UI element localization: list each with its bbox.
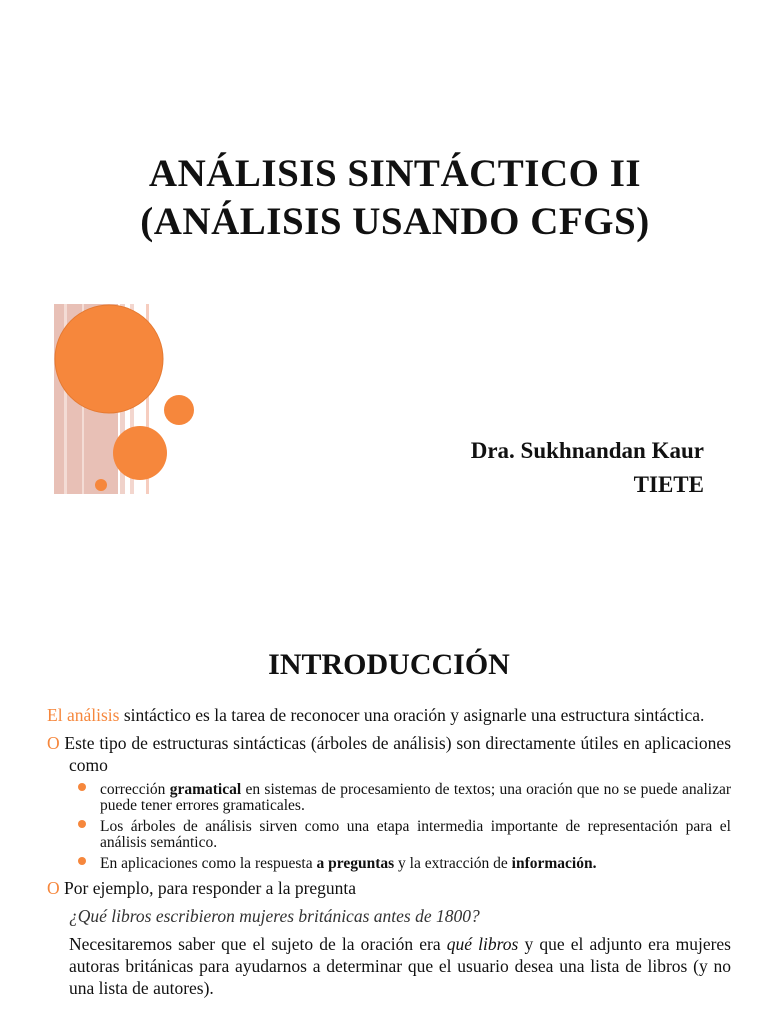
paragraph-marker: El (47, 705, 63, 725)
example-question: ¿Qué libros escribieron mujeres británicas antes de 1800? (69, 906, 480, 926)
paragraph-text: Por ejemplo, para responder a la pregunta (64, 878, 357, 898)
title-line-2: (ANÁLISIS USANDO CFGS) (140, 200, 650, 243)
highlighted-term: análisis (66, 705, 120, 725)
paragraph-text: Necesitaremos saber que el sujeto de la oración era (69, 934, 447, 954)
bullet-bold: gramatical (169, 781, 242, 798)
paragraph-marker: O (47, 733, 60, 753)
medium-circle (113, 426, 167, 480)
author-name: Dra. Sukhnandan Kaur (470, 438, 704, 463)
large-circle (55, 305, 163, 413)
paragraph-applications (47, 732, 731, 776)
small-circle (164, 395, 194, 425)
bullet-bold: a preguntas (316, 855, 395, 872)
bullet-dot-icon (78, 857, 86, 865)
bullet-item (100, 856, 731, 872)
author-block (471, 434, 704, 502)
bullet-text: corrección (100, 781, 170, 798)
intro-title: INTRODUCCIÓN (268, 648, 510, 681)
bullet-dot-icon (78, 820, 86, 828)
bullet-bold: información. (511, 855, 597, 872)
tiny-circle (95, 479, 107, 491)
bullet-item (100, 782, 731, 814)
intro-slide (0, 640, 768, 1024)
bullet-dot-icon (78, 783, 86, 791)
title-line-1: ANÁLISIS SINTÁCTICO II (148, 152, 642, 195)
author-affiliation: TIETE (633, 472, 704, 497)
bullet-text: y la extracción de (394, 855, 512, 872)
decorative-circles-graphic (54, 304, 204, 494)
bullet-text: en sistemas de procesamiento de textos; una oración que no se puede analizar puede tener errores gramaticales. (100, 781, 732, 814)
bullet-text: Los árboles de análisis sirven como una etapa intermedia importante de representación para el análisis semántico. (100, 818, 731, 851)
paragraph-text: y que el adjunto era mujeres autoras británicas para ayudarnos a determinar que el usuario desea una lista de libros (y no una lista de autores). (69, 934, 731, 998)
paragraph-definition (47, 704, 731, 726)
italic-phrase: qué libros (446, 934, 519, 954)
bullet-text: En aplicaciones como la respuesta (100, 855, 317, 872)
paragraph-text: sintáctico es la tarea de reconocer una oración y asignarle una estructura sintáctica. (123, 705, 705, 725)
paragraph-marker: O (47, 878, 60, 898)
paragraph-text: Este tipo de estructuras sintácticas (árboles de análisis) son directamente útiles en aplicaciones como (64, 733, 731, 775)
slide-title (0, 150, 768, 246)
bullet-item (100, 819, 731, 851)
paragraph-example (47, 877, 731, 899)
intro-content (47, 704, 731, 1005)
paragraph-explanation (69, 933, 731, 999)
